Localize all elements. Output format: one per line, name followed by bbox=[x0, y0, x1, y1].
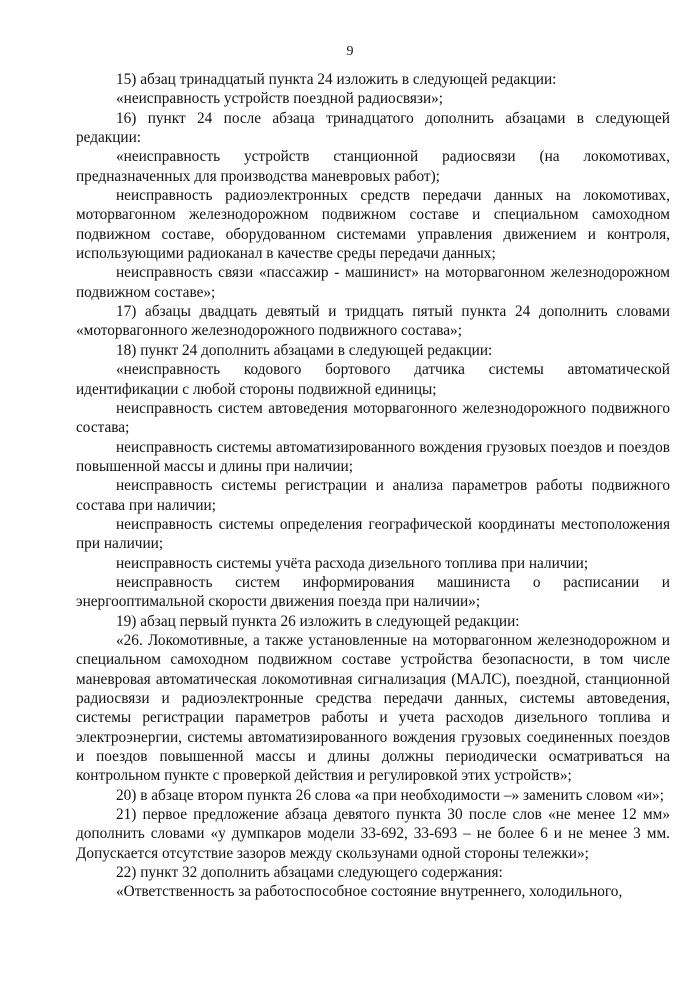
paragraph: «неисправность кодового бортового датчика системы автоматической идентификации с любой стороны подвижной единицы; bbox=[76, 361, 670, 398]
paragraph: 19) абзац первый пункта 26 изложить в следующей редакции: bbox=[116, 612, 520, 630]
paragraph: 22) пункт 32 дополнить абзацами следующего содержания: bbox=[116, 864, 503, 882]
page-number: 9 bbox=[346, 44, 354, 59]
paragraph: «26. Локомотивные, а также установленные на моторвагонном железнодорожном и специальном самоходном подвижном составе устройства безопасности, в том числе маневровая автоматическая локомотивная сигнализация (МАЛС), поездной, станционной радиосвязи и радиоэлектронные средства передачи данных, системы автоведения, системы регистрации параметров работы и учета расходов дизельного топлива и электроэнергии, системы автоматизированного вождения грузовых соединенных поездов и поездов повышенной массы и длины должны периодически осматриваться на контрольном пункте с проверкой действия и регулировкой этих устройств»; bbox=[76, 631, 670, 785]
paragraph: неисправность системы определения географической координаты местоположения при наличии; bbox=[76, 515, 670, 553]
paragraph: неисправность систем информирования машиниста о расписании и энергооптимальной скорости движения поезда при наличии»; bbox=[76, 573, 670, 611]
paragraph: неисправность систем автоведения моторвагонного железнодорожного подвижного состава; bbox=[76, 399, 670, 437]
paragraph: «неисправность устройств поездной радиосвязи»; bbox=[116, 90, 444, 108]
document-body bbox=[76, 70, 670, 902]
paragraph: неисправность радиоэлектронных средств передачи данных на локомотивах, моторвагонном железнодорожном подвижном составе и специальном самоходном подвижном составе, оборудованном системами управления движением и контроля, использующими радиоканал в качестве среды передачи данных; bbox=[76, 187, 670, 263]
paragraph: неисправность системы автоматизированного вождения грузовых поездов и поездов повышенной массы и длины при наличии; bbox=[76, 438, 670, 475]
paragraph: «неисправность устройств станционной радиосвязи (на локомотивах, предназначенных для производства маневровых работ); bbox=[76, 148, 670, 185]
paragraph: неисправность связи «пассажир - машинист» на моторвагонном железнодорожном подвижном составе»; bbox=[76, 264, 670, 301]
paragraph: 16) пункт 24 после абзаца тринадцатого дополнить абзацами в следующей редакции: bbox=[76, 109, 670, 147]
paragraph: 15) абзац тринадцатый пункта 24 изложить в следующей редакции: bbox=[116, 71, 557, 88]
paragraph: неисправность системы регистрации и анализа параметров работы подвижного состава при наличии; bbox=[76, 477, 670, 514]
paragraph: 17) абзацы двадцать девятый и тридцать пятый пункта 24 дополнить словами «моторвагонного железнодорожного подвижного состава»; bbox=[76, 303, 670, 340]
paragraph: неисправность системы учёта расхода дизельного топлива при наличии; bbox=[116, 554, 589, 572]
paragraph: 21) первое предложение абзаца девятого пункта 30 после слов «не менее 12 мм» дополнить словами «у думпкаров модели 33-692, 33-693 – не более 6 и не менее 3 мм. Допускается отсутствие зазоров между скользунами одной стороны тележки»; bbox=[76, 806, 670, 862]
paragraph: 18) пункт 24 дополнить абзацами в следующей редакции: bbox=[116, 341, 493, 359]
paragraph: «Ответственность за работоспособное состояние внутреннего, холодильного, bbox=[116, 883, 623, 901]
paragraph: 20) в абзаце втором пункта 26 слова «а при необходимости –» заменить словом «и»; bbox=[116, 786, 664, 804]
